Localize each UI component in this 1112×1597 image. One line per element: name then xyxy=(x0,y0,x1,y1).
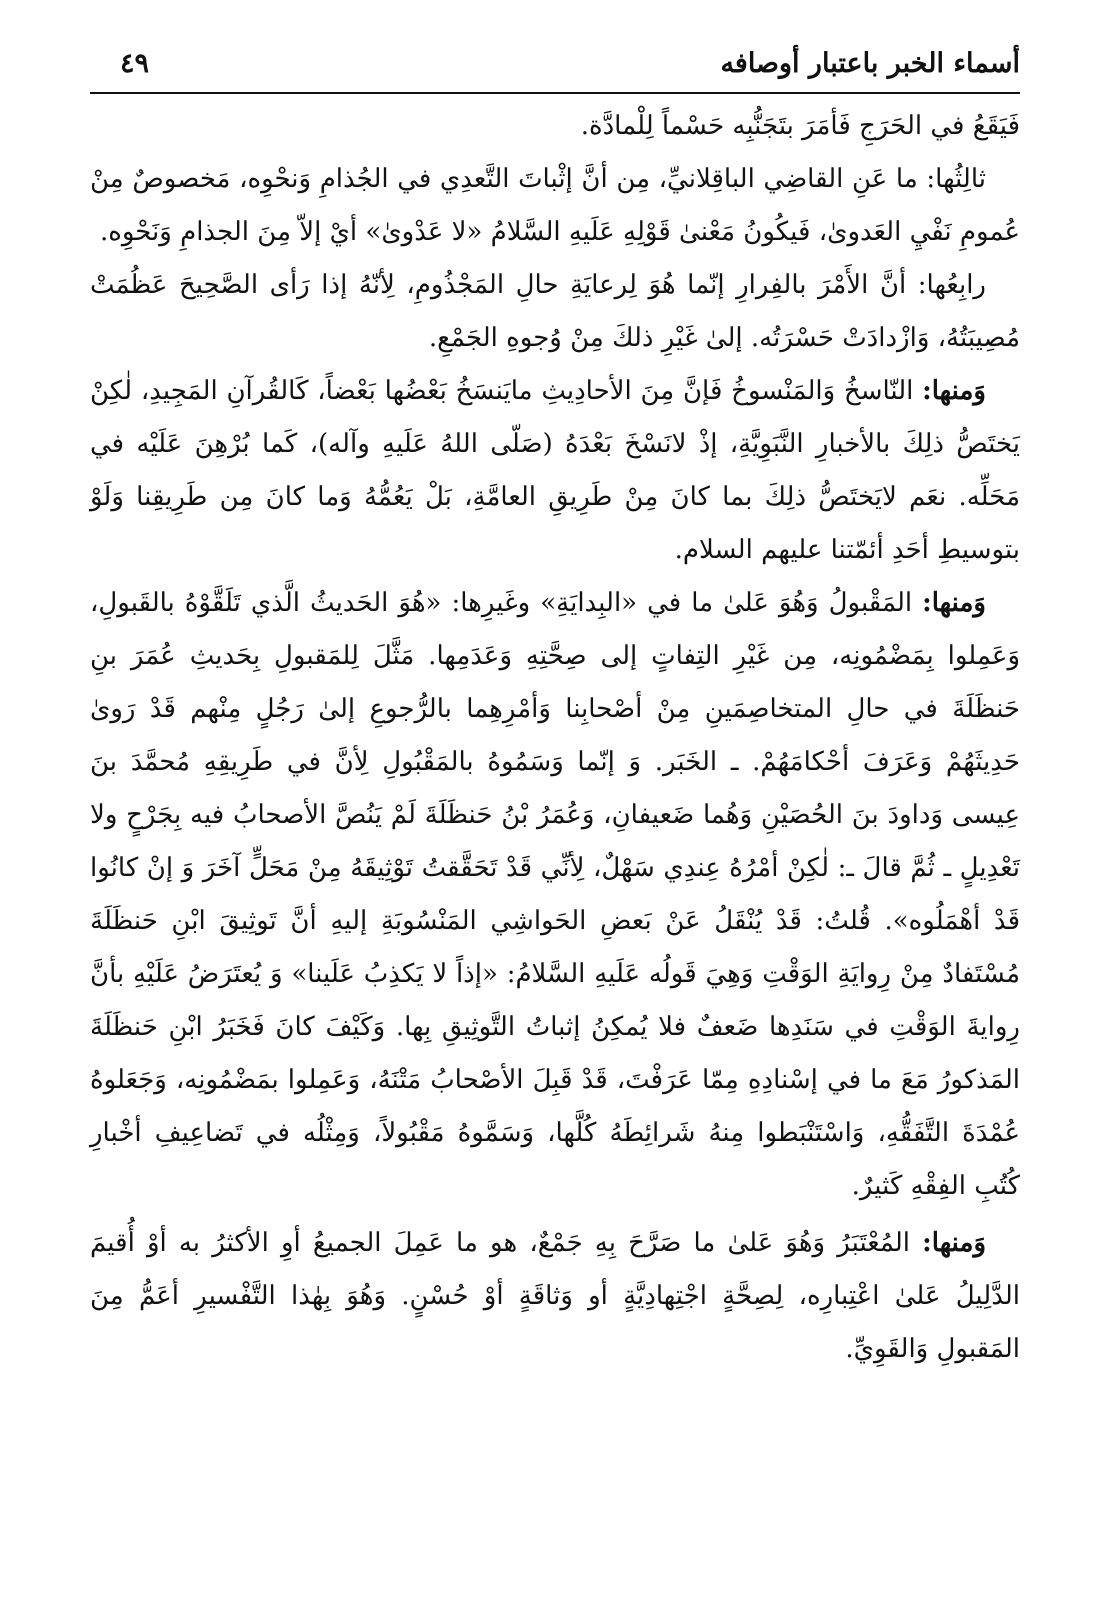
page-header xyxy=(90,42,1020,90)
paragraph-lead: وَمنها: xyxy=(922,1228,987,1258)
paragraph-accepted xyxy=(90,577,1020,1213)
page-number: ٤٩ xyxy=(120,48,150,79)
paragraph-third-view xyxy=(90,153,1020,259)
paragraph-continuation xyxy=(90,100,1020,153)
paragraph-text: النّاسخُ وَالمَنْسوخُ فَإنَّ مِنَ الأحادِيثِ مايَنسَخُ بَعْضُها بَعْضاً، كَالقُرآنِ المَجِيدِ، لٰكِنْ يَختَصُّ ذلِكَ بالأخبارِ النَّبَوِيَّةِ، إذْ لانَسْخَ بَعْدَهُ (صَلّى اللهُ عَلَيهِ وآله)، كَما بُرْهِنَ عَلَيْه في مَحَلِّه. نعَم لايَختَصُّ ذلِكَ بما كانَ مِنْ طَرِيقِ العامَّةِ، بَلْ يَعُمُّهُ وَما كانَ مِن طَرِيقِنا وَلَوْ بتوسيطِ أحَدِ أئمّتنا عليهم السلام. xyxy=(90,376,1020,565)
paragraph-lead: وَمنها: xyxy=(922,376,986,406)
paragraph-fourth-view xyxy=(90,259,1020,365)
body-text xyxy=(90,100,1020,1376)
paragraph-text: المَقْبولُ وَهُوَ عَلىٰ ما في «البِدايَةِ» وغَيرِها: «هُوَ الحَديثُ الَّذي تَلَقَّوْهُ بالقَبولِ، وَعَمِلوا بِمَضْمُونِه، مِن غَيْرِ التِفاتٍ إلى صِحَّتِهِ وَعَدَمِها. مَثَّلَ لِلمَقبولِ بِحَديثِ عُمَرَ بنِ حَنظَلَةَ في حالِ المتخاصِمَينِ مِنْ أصْحابِنا وَأمْرِهِما بالرُّجوعِ إلىٰ رَجُلٍ مِنْهم قَدْ رَوىٰ حَدِيثَهُمْ وَعَرَفَ أحْكامَهُمْ. ـ الخَبَر. وَ إنّما وَسَمُوهُ بالمَقْبُولِ لِأنَّ في طَرِيقِهِ مُحمَّدَ بنَ عِيسى وَداودَ بنَ الحُصَيْنِ وَهُما ضَعيفانِ، وَعُمَرُ بْنُ حَنظَلَةَ لَمْ يَنُصَّ الأصحابُ فيه بِجَرْحٍ ولا تَعْدِيلٍ ـ ثُمَّ قالَ ـ: لٰكِنْ أمْرُهُ عِندِي سَهْلٌ، لِأنِّي قَدْ تَحَقَّقتُ تَوْثِيقَهُ مِنْ مَحَلٍّ آخَرَ وَ إنْ كانُوا قَدْ أهْمَلُوه». قُلتُ: قَدْ يُنْقَلُ عَنْ بَعضِ الحَواشِي المَنْسُوبَةِ إليهِ أنَّ تَوثِيقَ ابْنِ حَنظَلَةَ مُسْتَفادٌ مِنْ رِوايَةِ الوَقْتِ وَهِيَ قَولُه عَلَيهِ السَّلامُ: «إذاً لا يَكذِبُ عَلَينا» وَ يُعتَرَضُ عَلَيْهِ بأنَّ رِوايةَ الوَقْتِ في سَنَدِها ضَعفٌ فلا يُمكِنُ إثباتُ التَّوثِيقِ بِها. وَكَيْفَ كانَ فَخَبَرُ ابْنِ حَنظَلَةَ المَذكورُ مَعَ ما في إسْنادِهِ مِمّا عَرَفْتَ، قَدْ قَبِلَ الأصْحابُ مَتْنَهُ، وَعَمِلوا بمَضْمُونِه، وَجَعَلوهُ عُمْدَةَ التَّفَقُّهِ، وَاسْتَنْبَطوا مِنهُ شَرائِطَهُ كُلَّها، وَسَمَّوهُ مَقْبُولاً، وَمِثْلُه في تَضاعِيفِ أخْبارِ كُتُبِ الفِقْهِ كَثيرٌ. xyxy=(90,588,1020,1201)
paragraph-text: رابِعُها: أنَّ الأَمْرَ بالفِرارِ إنّما هُوَ لِرعايَةِ حالِ المَجْذُومِ، لِأنّهُ إذا رَأى الصَّحِيحَ عَظُمَتْ مُصِيبَتُهُ، وَازْدادَتْ حَسْرَتُه. إلىٰ غَيْرِ ذلكَ مِنْ وُجوهِ الجَمْعِ. xyxy=(90,270,1020,353)
paragraph-text: ثالِثُها: ما عَنِ القاضِي الباقِلانيِّ، مِن أنَّ إثْباتَ التَّعدِي في الجُذامِ وَنحْوِه، مَخصوصٌ مِنْ عُمومِ نَفْيِ العَدوىٰ، فَيكُونُ مَعْنىٰ قَوْلِهِ عَلَيهِ السَّلامُ «لا عَدْوىٰ» أيْ إلاّ مِنَ الجذامِ وَنَحْوِه. xyxy=(90,164,1020,247)
paragraph-abrogating xyxy=(90,365,1020,577)
header-rule xyxy=(90,92,1020,94)
paragraph-text: المُعْتَبَرُ وَهُوَ عَلىٰ ما صَرَّحَ بِهِ جَمْعٌ، هو ما عَمِلَ الجميعُ أوِ الأكثرُ به أوْ أُقيمَ الدَّلِيلُ عَلىٰ اعْتِبارِه، لِصِحَّةٍ اجْتِهادِيَّةٍ أو وَثاقَةٍ أوْ حُسْنٍ. وَهُوَ بِهٰذا التَّفْسيرِ أعَمُّ مِنَ المَقبولِ وَالقَوِيِّ. xyxy=(90,1228,1020,1364)
paragraph-text: فَيَقَعُ في الحَرَجِ فَأمَرَ بتَجَنُّبِه حَسْماً لِلْمادَّة. xyxy=(580,111,1020,141)
paragraph-lead: وَمنها: xyxy=(922,588,986,618)
running-title: أسماء الخبر باعتبار أوصافه xyxy=(720,48,1020,79)
paragraph-reliable xyxy=(90,1217,1020,1376)
